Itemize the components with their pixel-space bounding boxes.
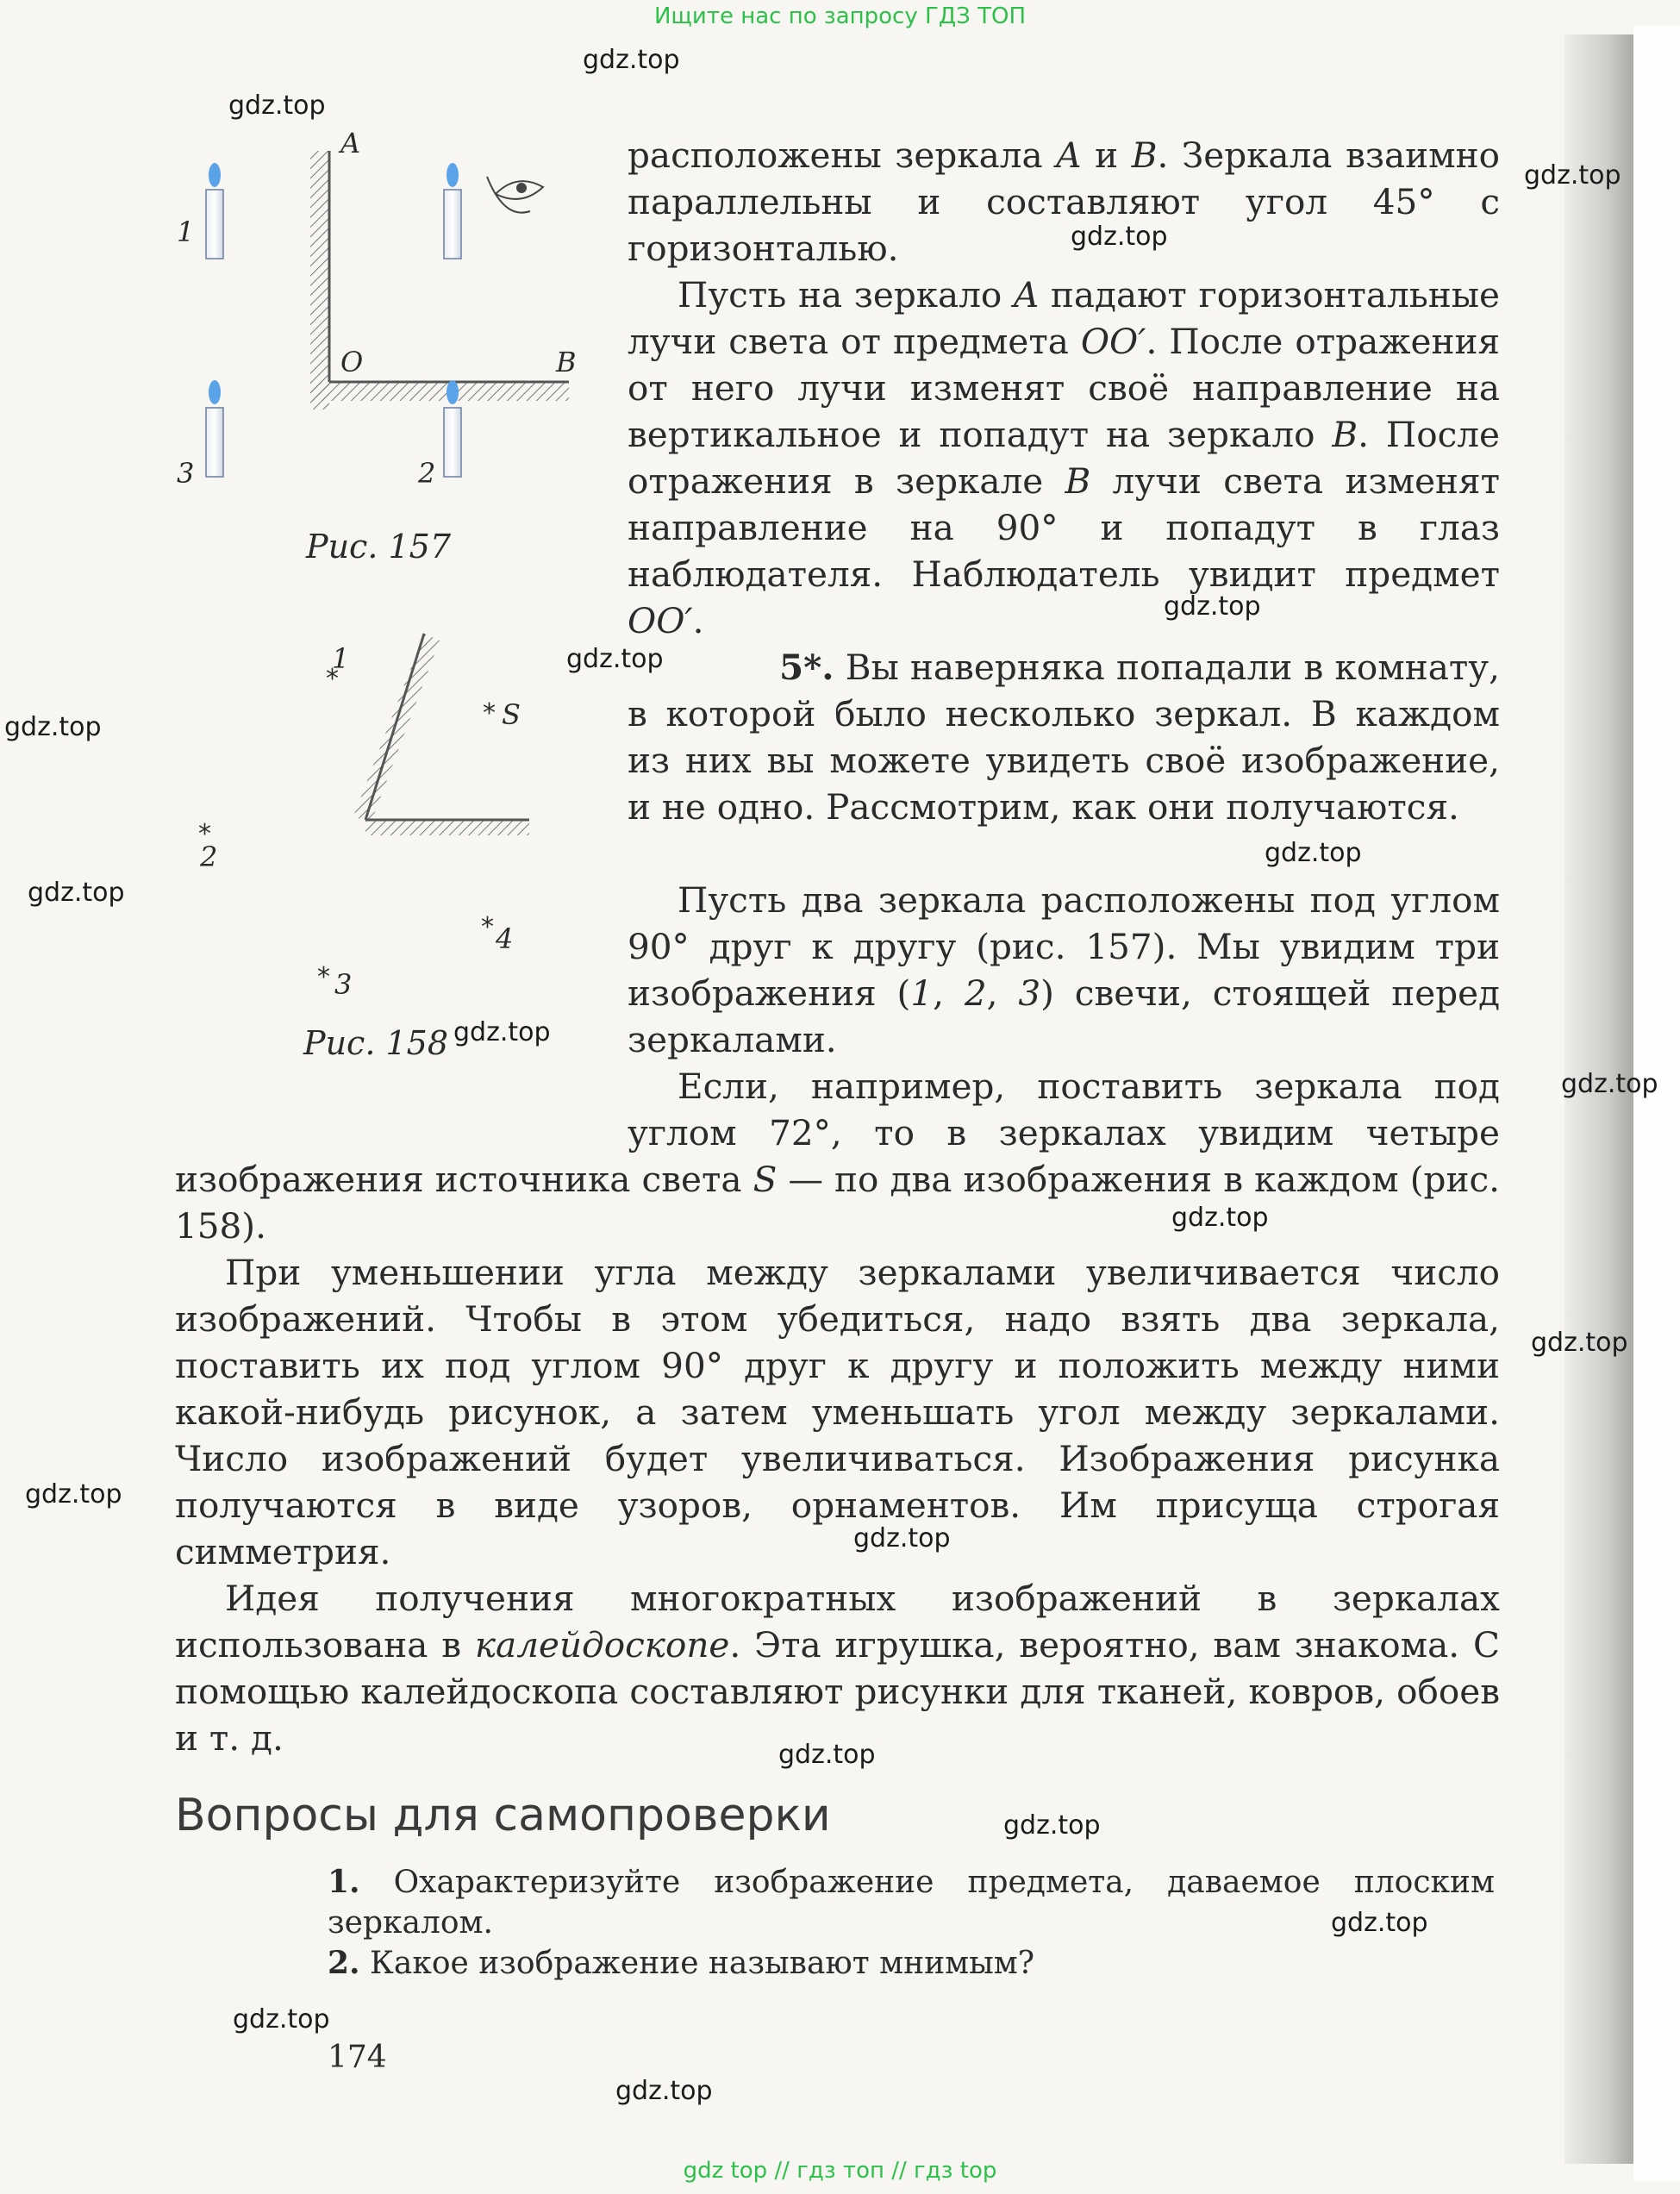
watermark: gdz.top [1265, 838, 1362, 868]
label-point-4: 4 [496, 922, 514, 955]
figure-158 [190, 616, 586, 1030]
watermark: gdz.top [566, 644, 664, 674]
label-o: O [340, 346, 364, 378]
question-2 [328, 1943, 1495, 1984]
candle-1 [206, 163, 223, 259]
question-1-number: 1. [328, 1864, 360, 1900]
paragraph-5a: Если, например, поставить зеркала под углом 72°, то в зеркалах увидим четыре [628, 1066, 1500, 1153]
asterisk-2: * [198, 819, 211, 849]
question-1-text: Охарактеризуйте изображение предмета, даваемое плоским зеркалом. [328, 1865, 1495, 1941]
paragraph-1: расположены зеркала A и B. Зеркала взаимно параллельны и составляют угол 45° с горизонталью. [628, 134, 1500, 269]
caption-fig-158: Рис. 158 [303, 1024, 449, 1062]
mirror-horizontal [365, 820, 529, 835]
watermark: gdz.top [583, 45, 680, 75]
candle-3 [206, 380, 223, 477]
paragraph-7: Идея получения многократных изображений в зеркалах использована в калейдоскопе. Эта игрушка, вероятно, вам знакома. С помощью калейдоскопа составляют рисунки для тканей, ковров, обоев и т. д. [175, 1578, 1500, 1759]
label-a: A [340, 127, 361, 159]
watermark: gdz.top [1171, 1203, 1269, 1233]
watermark: gdz.top [615, 2076, 713, 2106]
question-1 [328, 1862, 1495, 1943]
label-candle-2: 2 [418, 457, 436, 490]
paragraph-6: При уменьшении угла между зеркалами увеличивается число изображений. Чтобы в этом убедиться, надо взять два зеркала, поставить их под углом 90° друг к другу и положить между ними какой-нибудь рисунок, а затем уменьшать угол между зеркалами. Число изображений будет увеличиваться. Изображения рисунка получаются в виде узоров, орнаментов. Им присуща строгая симметрия. [175, 1252, 1500, 1572]
label-candle-1: 1 [177, 216, 195, 248]
bottom-banner[interactable]: gdz top // гдз топ // гдз top [683, 2158, 997, 2184]
questions-heading: Вопросы для самопроверки [175, 1790, 831, 1841]
asterisk-1: * [326, 664, 339, 694]
watermark: gdz.top [853, 1523, 951, 1553]
asterisk-4: * [481, 912, 494, 942]
watermark: gdz.top [1164, 591, 1261, 622]
watermark: gdz.top [1331, 1908, 1428, 1938]
asterisk-3: * [317, 962, 330, 992]
watermark: gdz.top [25, 1479, 122, 1510]
eye-icon [487, 177, 543, 213]
paragraph-4: Пусть два зеркала расположены под углом 90° друг к другу (рис. 157). Мы увидим три изображения (1, 2, 3) свечи, стоящей перед зеркалами. [628, 879, 1501, 1060]
paragraph-5b: изображения источника света S — по два изображения в каждом (рис. 158). [175, 1159, 1501, 1247]
watermark: gdz.top [1071, 222, 1168, 252]
watermark: gdz.top [1003, 1810, 1101, 1841]
mirror-a [310, 151, 329, 409]
label-s: S [502, 698, 521, 731]
label-candle-3: 3 [177, 457, 195, 490]
question-2-number: 2. [328, 1945, 360, 1981]
label-b: B [556, 346, 577, 378]
page-curl-shadow [1564, 34, 1633, 2164]
page-edge [1633, 26, 1680, 2181]
watermark: gdz.top [4, 712, 102, 742]
questions-list [328, 1862, 1495, 1984]
watermark: gdz.top [1531, 1328, 1628, 1358]
watermark: gdz.top [1561, 1069, 1658, 1099]
watermark: gdz.top [1524, 160, 1621, 191]
caption-fig-157: Рис. 157 [306, 528, 452, 566]
mirror-b [310, 382, 569, 401]
watermark: gdz.top [778, 1740, 876, 1770]
label-point-3: 3 [334, 968, 353, 1001]
figure-157 [168, 125, 616, 539]
page-number: 174 [328, 2040, 387, 2075]
watermark: gdz.top [233, 2004, 330, 2035]
top-banner[interactable]: Ищите нас по запросу ГДЗ ТОП [653, 3, 1027, 29]
question-2-text: Какое изображение называют мнимым? [370, 1946, 1035, 1981]
label-point-2: 2 [200, 841, 218, 873]
mirror-slanted [353, 634, 440, 823]
candle-source [444, 163, 461, 259]
watermark: gdz.top [28, 878, 125, 908]
asterisk-s: * [483, 698, 496, 728]
watermark: gdz.top [228, 91, 326, 121]
watermark: gdz.top [453, 1017, 551, 1047]
paragraph-3: 5*. Вы наверняка попадали в комнату, в которой было несколько зеркал. В каждом из них вы можете увидеть своё изображение, и не одно. Рассмотрим, как они получаются. [628, 647, 1500, 828]
paragraph-2: Пусть на зеркало A падают горизонтальные лучи света от предмета OO′. После отражения от него лучи изменят своё направление на вертикальное и попадут на зеркало B. После отражения в зеркале B лучи света изменят направление на 90° и попадут в глаз наблюдателя. Наблюдатель увидит предмет OO′. [628, 274, 1500, 641]
label-point-1: 1 [332, 642, 350, 675]
